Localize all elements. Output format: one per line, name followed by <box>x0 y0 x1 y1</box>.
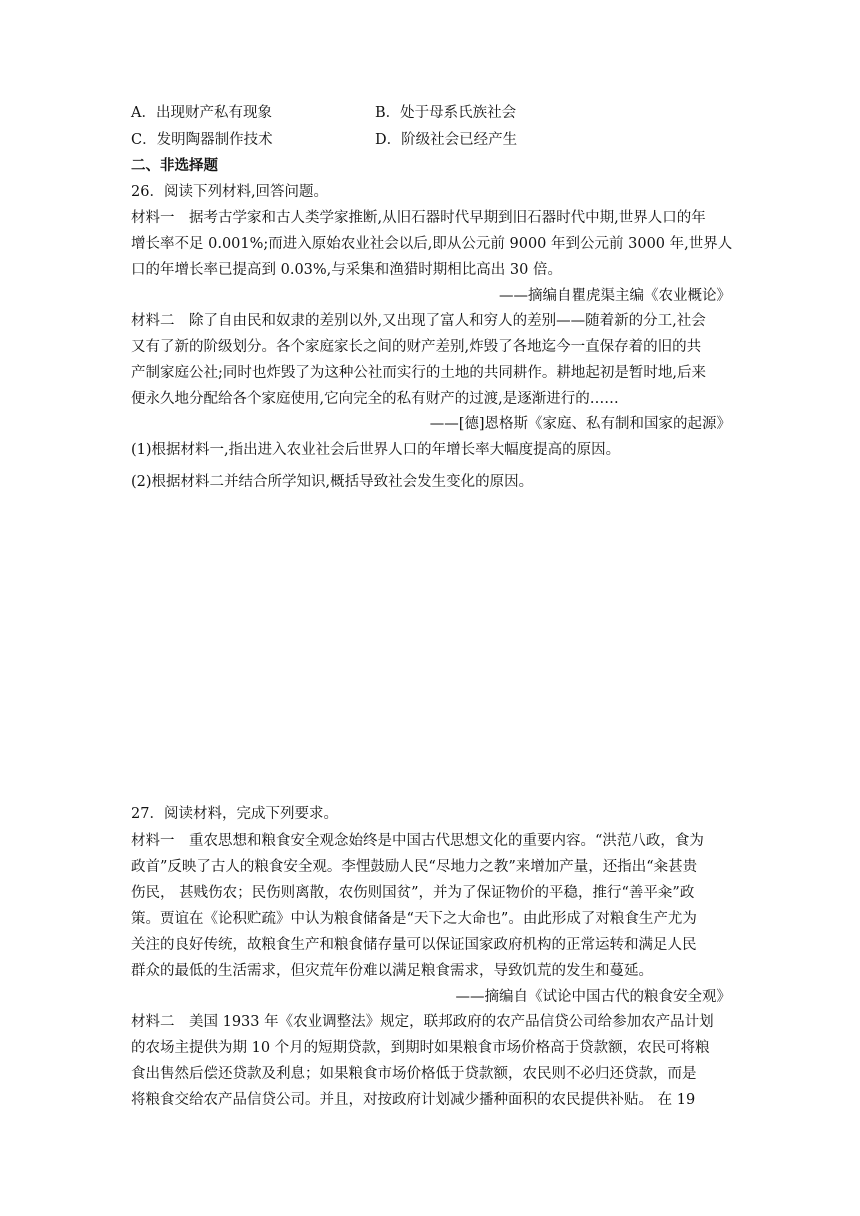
q27-material1-line: 材料一 重农思想和粮食安全观念始终是中国古代思想文化的重要内容。“洪范八政，食为 <box>131 833 704 849</box>
q26-material2-line: 材料二 除了自由民和奴隶的差别以外,又出现了富人和穷人的差别——随着新的分工,社会 <box>131 313 706 329</box>
q27-material2-line: 的农场主提供为期 10 个月的短期贷款，到期时如果粮食市场价格高于贷款额，农民可将粮 <box>131 1040 710 1056</box>
q27-material1-line: 政首”反映了古人的粮食安全观。李悝鼓励人民“尽地力之教”来增加产量，还指出“籴甚贵 <box>131 859 698 875</box>
q26-material2-line: 又有了新的阶级划分。各个家庭家长之间的财产差别,炸毁了各地迄今一直保存着的旧的共 <box>131 339 702 355</box>
option-d: D．阶级社会已经产生 <box>375 132 518 148</box>
q27-stem: 27．阅读材料，完成下列要求。 <box>131 806 338 822</box>
q27-material2-line: 将粮食交给农产品信贷公司。并且，对按政府计划减少播种面积的农民提供补贴。 在 19 <box>131 1092 696 1108</box>
q26-material1-line: 口的年增长率已提高到 0.03%,与采集和渔猎时期相比高出 30 倍。 <box>131 262 562 278</box>
q26-sub-question-2: (2)根据材料二并结合所学知识,概括导致社会发生变化的原因。 <box>131 474 534 490</box>
q27-material1-line: 策。贾谊在《论积贮疏》中认为粮食储备是“天下之大命也”。由此形成了对粮食生产尤为 <box>131 911 697 927</box>
q26-material2-source: ——[德]恩格斯《家庭、私有制和国家的起源》 <box>429 416 731 432</box>
option-a: A．出现财产私有现象 <box>131 105 272 121</box>
q27-material1-line: 群众的最低的生活需求，但灾荒年份难以满足粮食需求，导致饥荒的发生和蔓延。 <box>131 963 653 979</box>
q26-material2-line: 产制家庭公社;同时也炸毁了为这种公社而实行的土地的共同耕作。耕地起初是暂时地,后来 <box>131 365 706 381</box>
q26-material2-line: 便永久地分配给各个家庭使用,它向完全的私有财产的过渡,是逐渐进行的…… <box>131 391 619 407</box>
q27-material1-source: ——摘编自《试论中国古代的粮食安全观》 <box>455 989 731 1005</box>
q26-material1-line: 材料一 据考古学家和古人类学家推断,从旧石器时代早期到旧石器时代中期,世界人口的年 <box>131 210 706 226</box>
q27-material1-line: 关注的良好传统，故粮食生产和粮食储存量可以保证国家政府机构的正常运转和满足人民 <box>131 937 697 953</box>
q26-material1-line: 增长率不足 0.001%;而进入原始农业社会以后,即从公元前 9000 年到公元前 3000 年,世界人 <box>131 236 733 252</box>
option-b: B．处于母系氏族社会 <box>375 105 517 121</box>
q26-stem: 26．阅读下列材料,回答问题。 <box>131 184 329 200</box>
section-title: 二、非选择题 <box>131 157 218 174</box>
q26-sub-question-1: (1)根据材料一,指出进入农业社会后世界人口的年增长率大幅度提高的原因。 <box>131 442 621 458</box>
q27-material1-line: 伤民， 甚贱伤农；民伤则离散，农伤则国贫”，并为了保证物价的平稳，推行“善平籴”政 <box>131 885 695 901</box>
q27-material2-line: 食出售然后偿还贷款及利息；如果粮食市场价格低于贷款额，农民则不必归还贷款，而是 <box>131 1066 697 1082</box>
q27-material2-line: 材料二 美国 1933 年《农业调整法》规定，联邦政府的农产品信贷公司给参加农产品计划 <box>131 1014 714 1030</box>
option-c: C．发明陶器制作技术 <box>131 132 273 148</box>
q26-material1-source: ——摘编自瞿虎渠主编《农业概论》 <box>499 288 731 304</box>
